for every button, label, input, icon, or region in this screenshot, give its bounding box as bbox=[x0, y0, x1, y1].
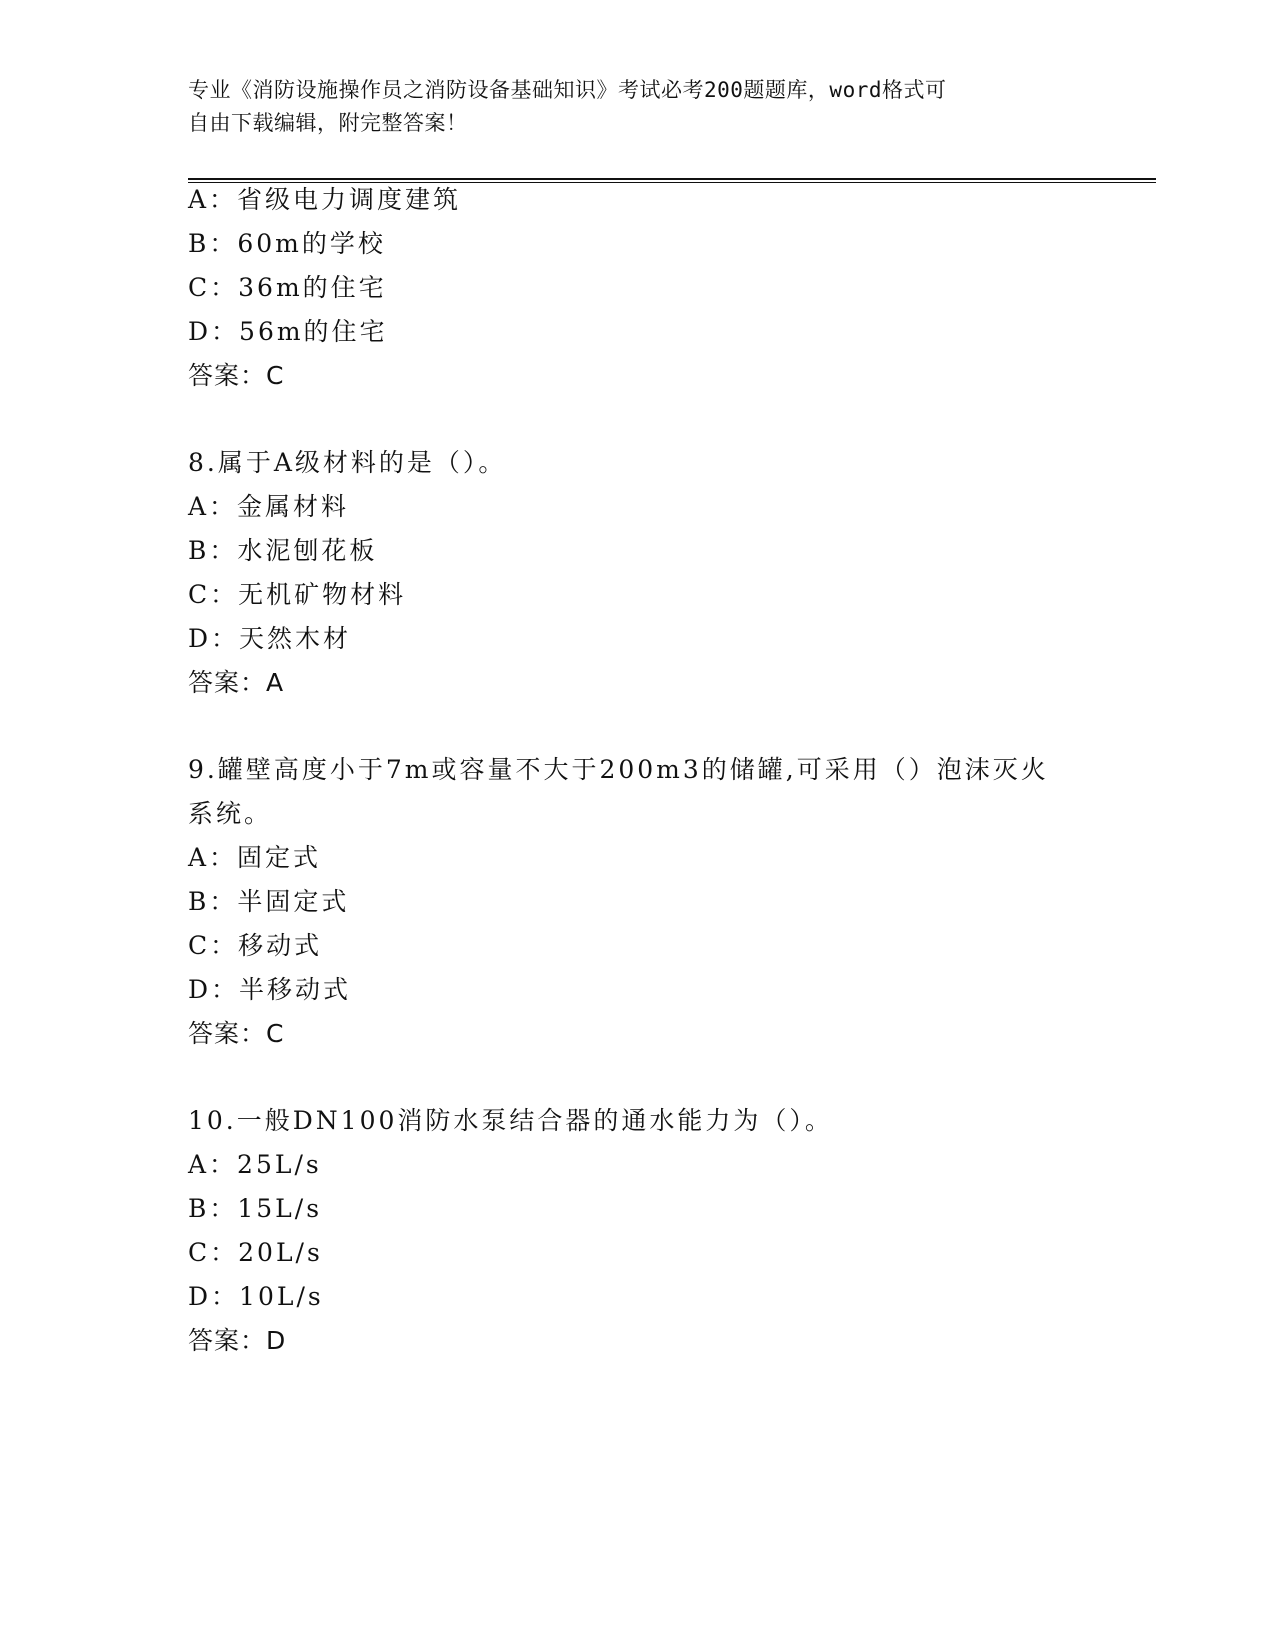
option-d: D：天然木材 bbox=[188, 624, 352, 653]
header-line-2: 自由下载编辑，附完整答案！ bbox=[188, 111, 468, 135]
option-b: B：水泥刨花板 bbox=[188, 536, 378, 565]
answer-label: 答案：A bbox=[188, 668, 285, 697]
option-b: B：15L/s bbox=[188, 1194, 323, 1223]
question-stem: 9.罐壁高度小于7m或容量不大于200m3的储罐,可采用（）泡沫灭火 bbox=[188, 755, 1049, 784]
option-c: C：36m的住宅 bbox=[188, 273, 387, 302]
question-stem: 8.属于A级材料的是（）。 bbox=[188, 448, 507, 477]
option-b: B：半固定式 bbox=[188, 887, 350, 916]
question-stem: 10.一般DN100消防水泵结合器的通水能力为（）。 bbox=[188, 1106, 833, 1135]
option-c: C：无机矿物材料 bbox=[188, 580, 407, 609]
question-stem-continued: 系统。 bbox=[188, 799, 273, 828]
option-d: D：10L/s bbox=[188, 1282, 324, 1311]
answer-label: 答案：C bbox=[188, 361, 285, 390]
answer-label: 答案：C bbox=[188, 1019, 285, 1048]
header-line-1: 专业《消防设施操作员之消防设备基础知识》考试必考200题题库，word格式可 bbox=[188, 78, 947, 102]
document-header bbox=[188, 74, 1088, 140]
option-d: D：56m的住宅 bbox=[188, 317, 388, 346]
option-a: A：省级电力调度建筑 bbox=[188, 185, 462, 214]
option-d: D：半移动式 bbox=[188, 975, 352, 1004]
option-b: B：60m的学校 bbox=[188, 229, 386, 258]
option-a: A：固定式 bbox=[188, 843, 322, 872]
option-c: C：20L/s bbox=[188, 1238, 323, 1267]
option-c: C：移动式 bbox=[188, 931, 323, 960]
option-a: A：金属材料 bbox=[188, 492, 350, 521]
header-divider bbox=[188, 178, 1156, 183]
answer-label: 答案：D bbox=[188, 1326, 287, 1355]
option-a: A：25L/s bbox=[188, 1150, 322, 1179]
